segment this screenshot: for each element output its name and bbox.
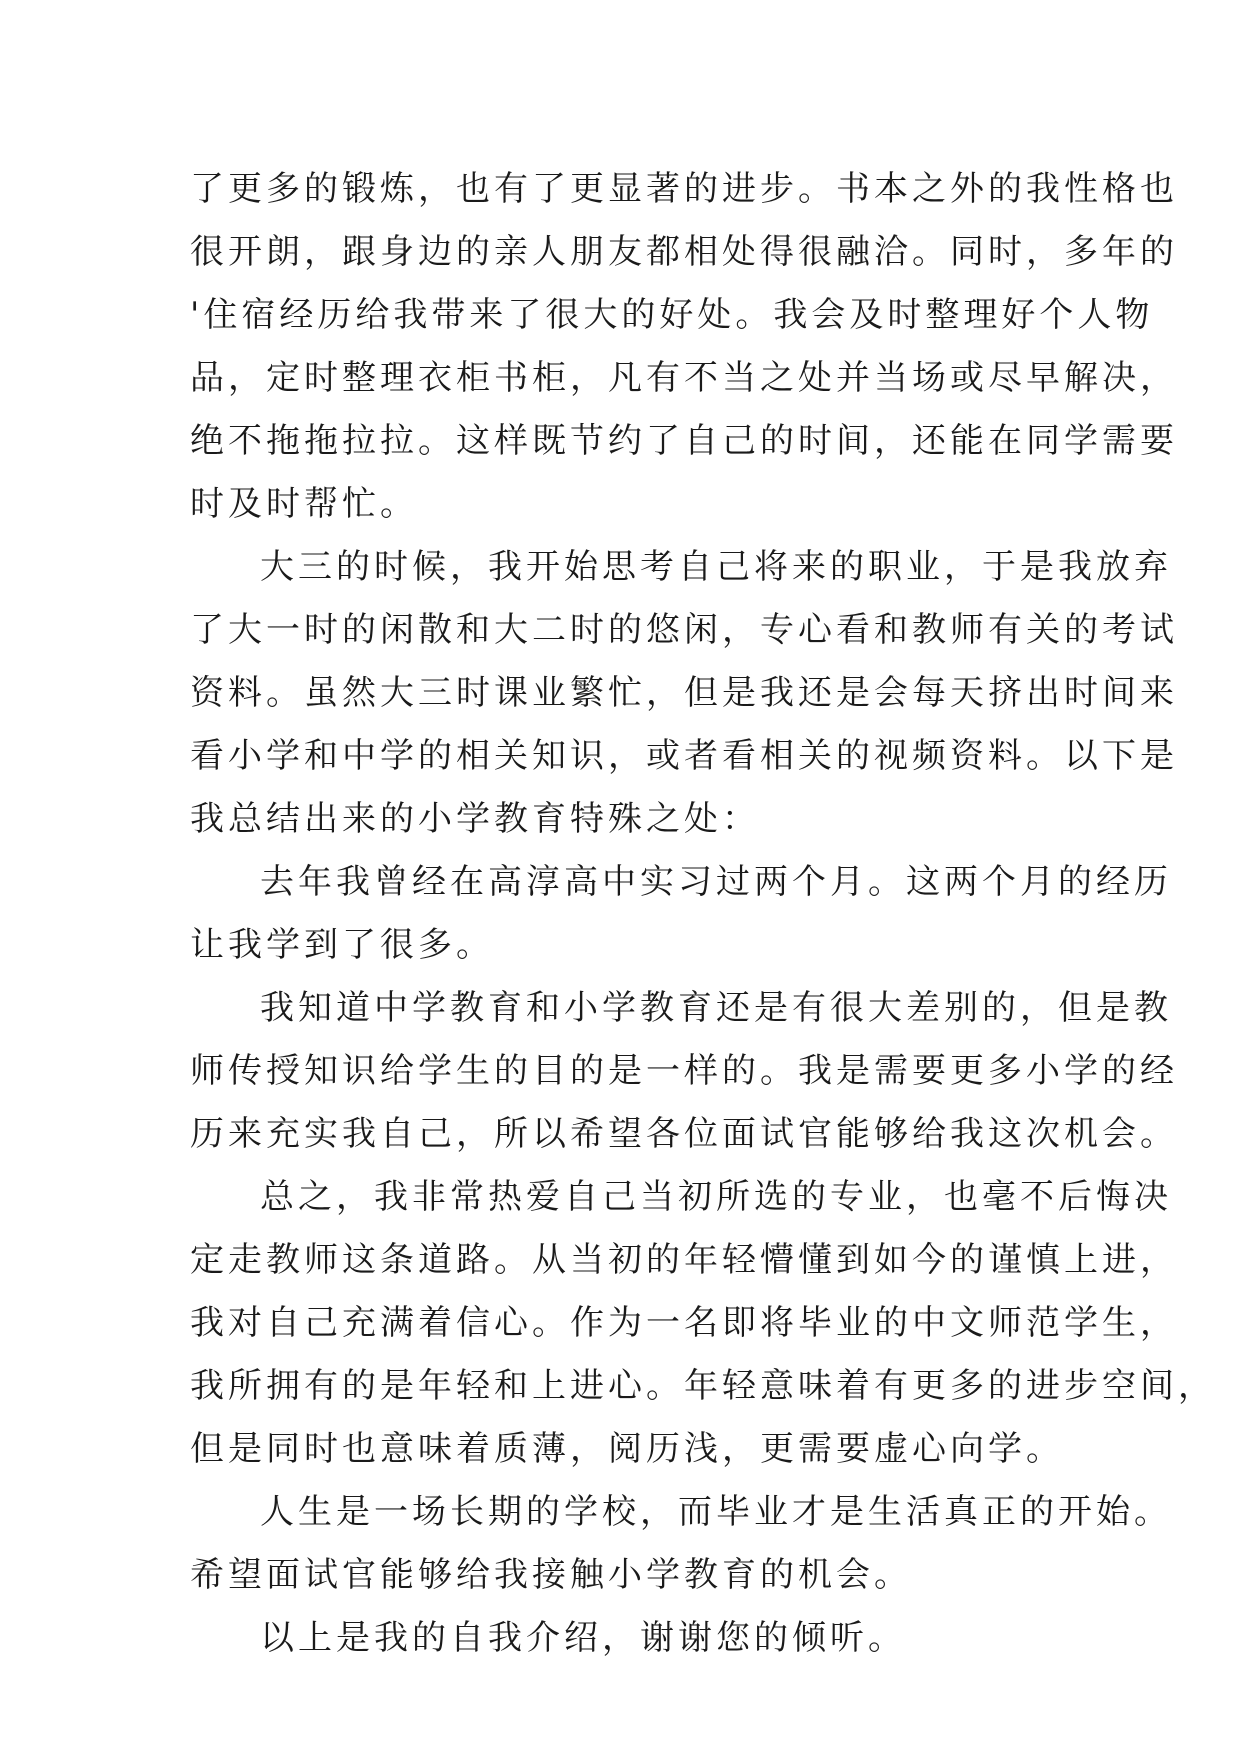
text-line: 品，定时整理衣柜书柜，凡有不当之处并当场或尽早解决， (190, 358, 1178, 398)
text-line: 了更多的锻炼，也有了更显著的进步。书本之外的我性格也 (190, 169, 1178, 209)
document-body (190, 158, 1216, 1670)
text-line: 资料。虽然大三时课业繁忙，但是我还是会每天挤出时间来 (190, 673, 1178, 713)
text-line: '住宿经历给我带来了很大的好处。我会及时整理好个人物 (190, 295, 1154, 335)
text-line: 我对自己充满着信心。作为一名即将毕业的中文师范学生， (190, 1303, 1178, 1343)
paragraph-first-line: 人生是一场长期的学校，而毕业才是生活真正的开始。 (260, 1492, 1172, 1532)
text-line: 我所拥有的是年轻和上进心。年轻意味着有更多的进步空间， (190, 1366, 1216, 1406)
text-line: 但是同时也意味着质薄，阅历浅，更需要虚心向学。 (190, 1429, 1064, 1469)
paragraph-first-line: 以上是我的自我介绍，谢谢您的倾听。 (260, 1618, 906, 1658)
text-line: 师传授知识给学生的目的是一样的。我是需要更多小学的经 (190, 1051, 1178, 1091)
paragraph-first-line: 我知道中学教育和小学教育还是有很大差别的，但是教 (260, 988, 1172, 1028)
text-line: 让我学到了很多。 (190, 925, 494, 965)
text-line: 看小学和中学的相关知识，或者看相关的视频资料。以下是 (190, 736, 1178, 776)
paragraph-first-line: 去年我曾经在高淳高中实习过两个月。这两个月的经历 (260, 862, 1172, 902)
text-line: 希望面试官能够给我接触小学教育的机会。 (190, 1555, 912, 1595)
paragraph-first-line: 总之，我非常热爱自己当初所选的专业，也毫不后悔决 (260, 1177, 1172, 1217)
text-line: 定走教师这条道路。从当初的年轻懵懂到如今的谨慎上进， (190, 1240, 1178, 1280)
paragraph-first-line: 大三的时候，我开始思考自己将来的职业，于是我放弃 (260, 547, 1172, 587)
text-line: 绝不拖拖拉拉。这样既节约了自己的时间，还能在同学需要 (190, 421, 1178, 461)
text-line: 我总结出来的小学教育特殊之处： (190, 799, 760, 839)
text-line: 时及时帮忙。 (190, 484, 418, 524)
text-line: 了大一时的闲散和大二时的悠闲，专心看和教师有关的考试 (190, 610, 1178, 650)
text-line: 很开朗，跟身边的亲人朋友都相处得很融洽。同时，多年的 (190, 232, 1178, 272)
text-line: 历来充实我自己，所以希望各位面试官能够给我这次机会。 (190, 1114, 1178, 1154)
